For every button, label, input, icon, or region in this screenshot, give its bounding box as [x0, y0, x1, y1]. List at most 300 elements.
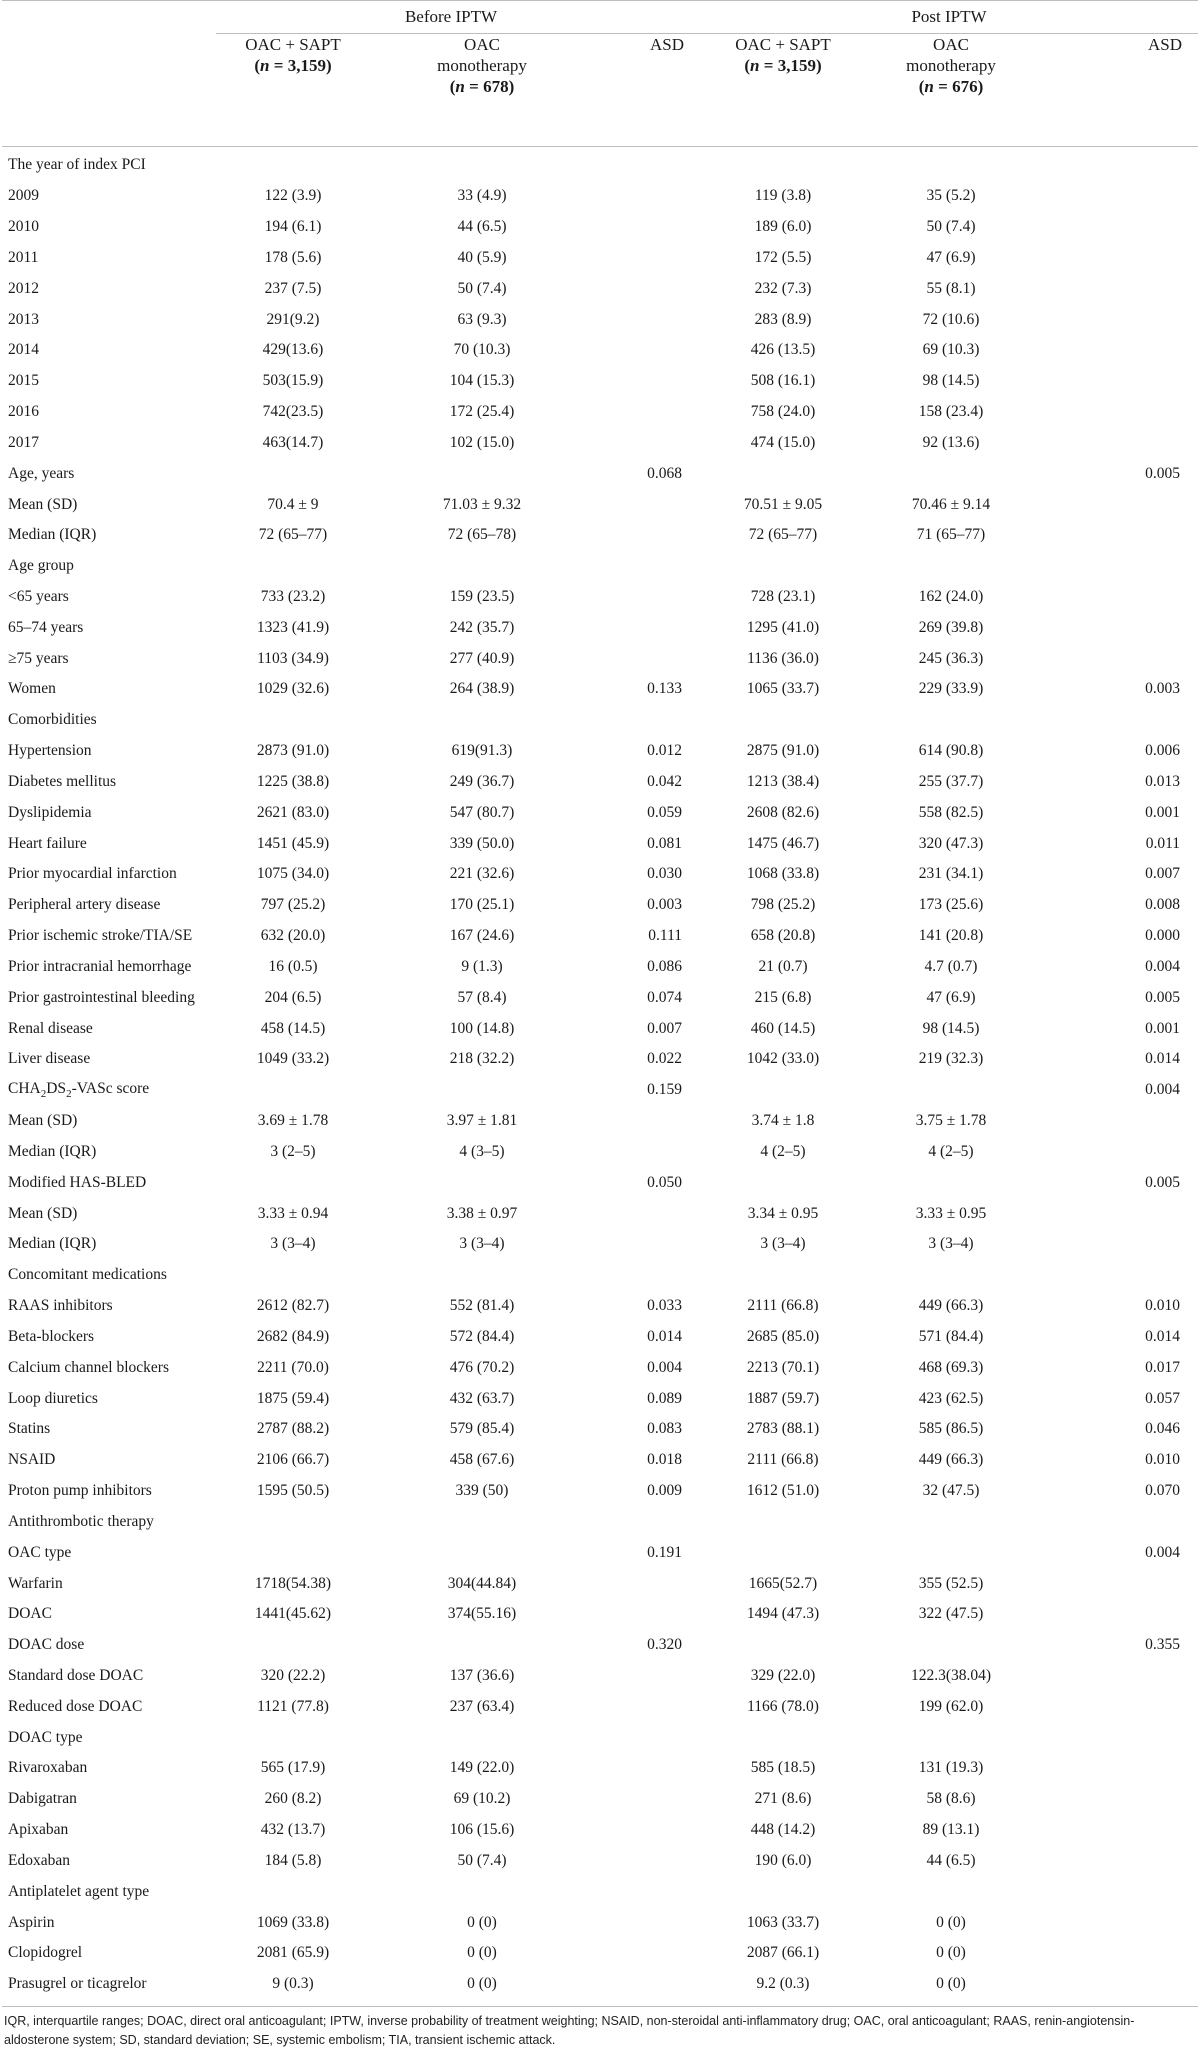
- cell-sapt-post: [700, 1260, 866, 1291]
- cell-asd-post: [1036, 1661, 1198, 1692]
- cell-asd-post: [1036, 1260, 1198, 1291]
- table-row: [2, 489, 1198, 520]
- cell-mono-before: 9 (1.3): [461, 957, 503, 975]
- cell-sapt-post: 119 (3.8): [754, 187, 812, 205]
- cell-sapt-before: [202, 1167, 384, 1198]
- table-row: [2, 1044, 1198, 1075]
- cell-sapt-before: 2621 (83.0): [256, 803, 330, 821]
- cell-asd-before: 0.159: [647, 1081, 682, 1099]
- cell-mono-before: 40 (5.9): [457, 248, 507, 266]
- cell-asd-post: [1036, 489, 1198, 520]
- cell-mono-before: 50 (7.4): [457, 1851, 507, 1869]
- cell-asd-post: 0.004: [1145, 1543, 1180, 1561]
- group-before-label: Before IPTW: [404, 7, 498, 26]
- table-row: [2, 612, 1198, 643]
- cell-mono-before: 579 (85.4): [449, 1420, 515, 1438]
- cell-sapt-post: 1063 (33.7): [746, 1913, 820, 1931]
- row-label: 2014: [8, 341, 39, 359]
- col-header-asd-before: ASD: [649, 35, 684, 54]
- cell-mono-post: [866, 1506, 1036, 1537]
- cell-sapt-before: 503(15.9): [262, 372, 324, 390]
- cell-mono-before: 304(44.84): [447, 1574, 517, 1592]
- cell-sapt-post: [700, 1630, 866, 1661]
- row-label: Median (IQR): [8, 1142, 97, 1160]
- table-row: [2, 1753, 1198, 1784]
- table-row: [2, 582, 1198, 613]
- cell-asd-post: [1036, 1599, 1198, 1630]
- table-row: [2, 890, 1198, 921]
- row-label: Heart failure: [8, 834, 87, 852]
- cell-sapt-before: 260 (8.2): [264, 1790, 322, 1808]
- cell-sapt-before: 1718(54.38): [254, 1574, 332, 1592]
- table-row: [2, 1167, 1198, 1198]
- cell-mono-before: [384, 705, 580, 736]
- cell-mono-before: 458 (67.6): [449, 1451, 515, 1469]
- cell-mono-post: 98 (14.5): [922, 1019, 980, 1037]
- cell-mono-before: 137 (36.6): [449, 1666, 515, 1684]
- cell-sapt-post: 70.51 ± 9.05: [743, 495, 823, 513]
- cell-mono-post: [866, 1722, 1036, 1753]
- cell-mono-before: [384, 1075, 580, 1106]
- cell-mono-before: 4 (3–5): [459, 1142, 505, 1160]
- cell-sapt-post: 3.34 ± 0.95: [747, 1204, 819, 1222]
- cell-mono-post: 468 (69.3): [918, 1358, 984, 1376]
- cell-sapt-post: [700, 1075, 866, 1106]
- row-label: Comorbidities: [8, 711, 97, 729]
- cell-mono-before: 63 (9.3): [457, 310, 507, 328]
- cell-asd-post: 0.005: [1145, 988, 1180, 1006]
- cell-mono-before: 264 (38.9): [449, 680, 515, 698]
- cell-sapt-post: 2685 (85.0): [746, 1327, 820, 1345]
- table-row: [2, 1013, 1198, 1044]
- cell-asd-post: [1036, 366, 1198, 397]
- cell-sapt-before: 565 (17.9): [260, 1759, 326, 1777]
- table-row: [2, 1352, 1198, 1383]
- cell-asd-before: [580, 612, 700, 643]
- cell-asd-before: 0.009: [647, 1482, 682, 1500]
- cell-mono-before: 72 (65–78): [447, 526, 517, 544]
- cell-sapt-post: 1665(52.7): [748, 1574, 818, 1592]
- cell-sapt-post: [700, 1537, 866, 1568]
- cell-sapt-before: 2106 (66.7): [256, 1451, 330, 1469]
- cell-mono-before: [384, 1167, 580, 1198]
- cell-sapt-post: 448 (14.2): [750, 1821, 816, 1839]
- cell-sapt-before: 2873 (91.0): [256, 742, 330, 760]
- cell-mono-post: 92 (13.6): [922, 433, 980, 451]
- table-row: [2, 335, 1198, 366]
- cell-sapt-post: 728 (23.1): [750, 588, 816, 605]
- cell-asd-before: [580, 212, 700, 243]
- cell-asd-post: 0.013: [1145, 772, 1180, 790]
- cell-sapt-post: [700, 1167, 866, 1198]
- cell-sapt-before: 632 (20.0): [260, 927, 326, 945]
- cell-sapt-before: 1595 (50.5): [256, 1482, 330, 1500]
- cell-mono-before: [384, 1260, 580, 1291]
- cell-mono-before: 218 (32.2): [449, 1050, 515, 1068]
- cell-mono-before: 339 (50): [455, 1482, 509, 1500]
- cell-sapt-post: 658 (20.8): [750, 927, 816, 945]
- row-label: Prior intracranial hemorrhage: [8, 957, 192, 975]
- cell-sapt-post: 1475 (46.7): [746, 834, 820, 852]
- cell-asd-before: [580, 520, 700, 551]
- cell-mono-before: 0 (0): [467, 1944, 497, 1962]
- cell-mono-post: 355 (52.5): [918, 1574, 984, 1592]
- cell-sapt-before: 320 (22.2): [260, 1666, 326, 1684]
- cell-sapt-before: 1049 (33.2): [256, 1050, 330, 1068]
- cell-mono-post: 44 (6.5): [926, 1851, 976, 1869]
- cell-mono-post: 0 (0): [936, 1944, 966, 1962]
- baseline-characteristics-table: [2, 0, 1198, 2000]
- cell-mono-before: 100 (14.8): [449, 1019, 515, 1037]
- cell-asd-before: [580, 551, 700, 582]
- row-label: 2017: [8, 433, 39, 451]
- cell-mono-post: 585 (86.5): [918, 1420, 984, 1438]
- cell-mono-post: [866, 705, 1036, 736]
- table-row: [2, 146, 1198, 181]
- cell-asd-before: [580, 1599, 700, 1630]
- cell-sapt-before: [202, 1630, 384, 1661]
- cell-mono-before: 3 (3–4): [459, 1235, 505, 1253]
- table-row: [2, 1722, 1198, 1753]
- cell-sapt-before: 1069 (33.8): [256, 1913, 330, 1931]
- row-label: Aspirin: [8, 1913, 55, 1931]
- cell-sapt-before: 70.4 ± 9: [267, 495, 319, 513]
- row-label: 2009: [8, 187, 39, 205]
- cell-mono-post: 55 (8.1): [926, 279, 976, 297]
- cell-mono-before: [384, 1506, 580, 1537]
- table-row: [2, 705, 1198, 736]
- cell-mono-post: 423 (62.5): [918, 1389, 984, 1407]
- table-row: [2, 1630, 1198, 1661]
- table-row: [2, 1291, 1198, 1322]
- cell-asd-before: 0.042: [647, 772, 682, 790]
- header-rule: [2, 146, 1198, 147]
- cell-asd-before: [580, 1137, 700, 1168]
- cell-asd-post: 0.010: [1145, 1451, 1180, 1469]
- cell-mono-post: 47 (6.9): [926, 988, 976, 1006]
- cell-sapt-post: 172 (5.5): [754, 248, 812, 266]
- table-row: [2, 427, 1198, 458]
- cell-mono-post: 71 (65–77): [916, 526, 986, 544]
- cell-asd-post: [1036, 181, 1198, 212]
- table-row: [2, 1075, 1198, 1106]
- cell-mono-before: 237 (63.4): [449, 1697, 515, 1715]
- cell-asd-post: 0.001: [1145, 803, 1180, 821]
- table-row: [2, 1784, 1198, 1815]
- cell-asd-before: [580, 146, 700, 181]
- cell-mono-post: 0 (0): [936, 1975, 966, 1993]
- table-row: [2, 273, 1198, 304]
- cell-sapt-post: 21 (0.7): [758, 957, 808, 975]
- cell-asd-post: [1036, 212, 1198, 243]
- cell-mono-before: 476 (70.2): [449, 1358, 515, 1376]
- cell-mono-post: 3 (3–4): [928, 1235, 974, 1253]
- cell-mono-before: 249 (36.7): [449, 772, 515, 790]
- cell-mono-post: 58 (8.6): [926, 1790, 976, 1808]
- row-label: 2012: [8, 279, 39, 297]
- cell-asd-before: 0.191: [647, 1543, 682, 1561]
- cell-sapt-post: 1136 (36.0): [747, 649, 819, 667]
- row-label: 2015: [8, 372, 39, 390]
- row-label: ≥75 years: [8, 649, 69, 667]
- row-label: $CHA_2DS_2$-VASc score: [8, 1080, 150, 1101]
- table-row: [2, 1815, 1198, 1846]
- cell-asd-post: [1036, 520, 1198, 551]
- cell-sapt-before: 2787 (88.2): [256, 1420, 330, 1438]
- cell-asd-before: 0.007: [647, 1019, 682, 1037]
- cell-mono-post: 47 (6.9): [926, 248, 976, 266]
- cell-asd-before: [580, 1846, 700, 1877]
- table-row: [2, 1476, 1198, 1507]
- cell-mono-post: 98 (14.5): [922, 372, 980, 390]
- table-row: [2, 1383, 1198, 1414]
- cell-mono-post: 449 (66.3): [918, 1297, 984, 1315]
- cell-mono-before: 70 (10.3): [453, 341, 511, 359]
- cell-mono-post: 231 (34.1): [918, 865, 984, 883]
- cell-asd-post: [1036, 1938, 1198, 1969]
- cell-mono-before: 167 (24.6): [449, 927, 515, 945]
- cell-asd-before: [580, 335, 700, 366]
- cell-sapt-post: [700, 1876, 866, 1907]
- table-row: [2, 304, 1198, 335]
- cell-mono-post: 449 (66.3): [918, 1451, 984, 1469]
- table-row: [2, 952, 1198, 983]
- table-row: [2, 767, 1198, 798]
- table-row: [2, 1568, 1198, 1599]
- cell-asd-post: 0.006: [1145, 742, 1180, 760]
- cell-mono-before: 619(91.3): [451, 742, 513, 760]
- cell-mono-before: 547 (80.7): [449, 803, 515, 821]
- cell-mono-before: 374(55.16): [447, 1605, 517, 1623]
- cell-sapt-before: 3.69 ± 1.78: [257, 1112, 329, 1130]
- cell-sapt-before: 72 (65–77): [258, 526, 328, 544]
- cell-sapt-before: 9 (0.3): [272, 1975, 314, 1993]
- cell-mono-before: 3.97 ± 1.81: [446, 1112, 518, 1130]
- col-header-mono-post: OAC monotherapy (n = 676): [906, 35, 996, 96]
- cell-asd-before: 0.018: [647, 1451, 682, 1469]
- cell-sapt-post: 2783 (88.1): [746, 1420, 820, 1438]
- cell-mono-before: 0 (0): [467, 1913, 497, 1931]
- cell-asd-post: 0.007: [1145, 865, 1180, 883]
- cell-sapt-post: 1068 (33.8): [746, 865, 820, 883]
- row-label: Liver disease: [8, 1050, 91, 1068]
- cell-sapt-before: 2211 (70.0): [257, 1358, 329, 1376]
- cell-asd-post: 0.014: [1145, 1327, 1180, 1345]
- cell-mono-before: [384, 1537, 580, 1568]
- cell-mono-post: 199 (62.0): [918, 1697, 984, 1715]
- cell-asd-post: [1036, 335, 1198, 366]
- cell-mono-post: 158 (23.4): [918, 403, 984, 421]
- cell-asd-before: [580, 366, 700, 397]
- cell-asd-before: [580, 273, 700, 304]
- table-row: [2, 828, 1198, 859]
- cell-asd-before: 0.320: [647, 1636, 682, 1654]
- cell-asd-post: 0.010: [1145, 1297, 1180, 1315]
- table-row: [2, 1537, 1198, 1568]
- cell-asd-post: [1036, 1876, 1198, 1907]
- cell-mono-post: 3.33 ± 0.95: [915, 1204, 987, 1222]
- row-label: Hypertension: [8, 742, 92, 760]
- cell-asd-post: [1036, 612, 1198, 643]
- cell-sapt-before: 1323 (41.9): [256, 618, 330, 636]
- cell-sapt-before: 16 (0.5): [268, 957, 318, 975]
- cell-mono-before: [384, 551, 580, 582]
- cell-asd-post: 0.008: [1145, 896, 1180, 914]
- cell-mono-post: 255 (37.7): [918, 772, 984, 790]
- row-label: 2010: [8, 218, 39, 236]
- row-label: Standard dose DOAC: [8, 1666, 144, 1684]
- cell-sapt-before: 122 (3.9): [264, 187, 322, 205]
- cell-sapt-post: [700, 458, 866, 489]
- row-label: Mean (SD): [8, 495, 78, 513]
- cell-mono-post: 122.3(38.04): [910, 1666, 992, 1684]
- cell-mono-post: [866, 1167, 1036, 1198]
- cell-asd-before: 0.022: [647, 1050, 682, 1068]
- row-label: Warfarin: [8, 1574, 63, 1592]
- cell-mono-before: 44 (6.5): [457, 218, 507, 236]
- table-row: [2, 1414, 1198, 1445]
- cell-sapt-post: 3.74 ± 1.8: [751, 1112, 815, 1130]
- cell-sapt-post: 2087 (66.1): [746, 1944, 820, 1962]
- cell-sapt-post: 72 (65–77): [748, 526, 818, 544]
- cell-mono-before: 104 (15.3): [449, 372, 515, 390]
- cell-sapt-post: 2111 (66.8): [747, 1451, 819, 1469]
- cell-sapt-post: 4 (2–5): [760, 1142, 806, 1160]
- cell-sapt-post: 2111 (66.8): [747, 1297, 819, 1315]
- cell-sapt-post: 508 (16.1): [750, 372, 816, 390]
- row-label: Prior ischemic stroke/TIA/SE: [8, 927, 193, 945]
- cell-sapt-before: 194 (6.1): [264, 218, 322, 236]
- cell-asd-post: [1036, 1568, 1198, 1599]
- cell-asd-post: [1036, 582, 1198, 613]
- row-label: Prior myocardial infarction: [8, 865, 177, 883]
- cell-asd-post: [1036, 427, 1198, 458]
- cell-asd-before: [580, 181, 700, 212]
- cell-sapt-before: 458 (14.5): [260, 1019, 326, 1037]
- cell-asd-before: 0.086: [647, 957, 682, 975]
- cell-sapt-before: [202, 705, 384, 736]
- row-label: Modified HAS-BLED: [8, 1173, 147, 1191]
- cell-asd-before: [580, 1907, 700, 1938]
- cell-asd-before: [580, 1691, 700, 1722]
- row-label: Loop diuretics: [8, 1389, 98, 1407]
- table-row: [2, 1198, 1198, 1229]
- cell-mono-post: 0 (0): [936, 1913, 966, 1931]
- cell-sapt-before: 1875 (59.4): [256, 1389, 330, 1407]
- table-row: [2, 1846, 1198, 1877]
- row-label: DOAC: [8, 1605, 52, 1623]
- cell-sapt-before: 1441(45.62): [254, 1605, 332, 1623]
- row-label: Age group: [8, 557, 74, 575]
- cell-asd-post: [1036, 1722, 1198, 1753]
- cell-asd-post: 0.355: [1145, 1636, 1180, 1654]
- cell-sapt-post: 1887 (59.7): [746, 1389, 820, 1407]
- cell-asd-before: 0.012: [647, 742, 682, 760]
- cell-asd-before: [580, 1722, 700, 1753]
- cell-sapt-post: 1042 (33.0): [746, 1050, 820, 1068]
- row-label: Calcium channel blockers: [8, 1358, 169, 1376]
- table-row: [2, 921, 1198, 952]
- cell-asd-before: 0.111: [648, 927, 682, 945]
- row-label: DOAC dose: [8, 1636, 85, 1654]
- row-label: Clopidogrel: [8, 1944, 83, 1962]
- cell-sapt-post: 2213 (70.1): [746, 1358, 820, 1376]
- cell-sapt-before: 733 (23.2): [260, 588, 326, 605]
- cell-mono-before: 149 (22.0): [449, 1759, 515, 1777]
- cell-sapt-before: 237 (7.5): [264, 279, 322, 297]
- cell-mono-before: 172 (25.4): [449, 403, 515, 421]
- cell-asd-before: 0.074: [647, 988, 682, 1006]
- row-label: NSAID: [8, 1451, 56, 1469]
- cell-asd-post: 0.046: [1145, 1420, 1180, 1438]
- table-row: [2, 859, 1198, 890]
- cell-sapt-before: 1075 (34.0): [256, 865, 330, 883]
- table-footnote: IQR, interquartile ranges; DOAC, direct oral anticoagulant; IPTW, inverse probability of treatment weighting; NSAID, non-steroidal anti-inflammatory drug; OAC, oral anticoagulant; RAAS, renin-angiotensin-aldosterone system; SD, standard deviation; SE, systemic embolism; TIA, transient ischemic attack.: [4, 2014, 1135, 2047]
- cell-asd-post: 0.017: [1145, 1358, 1180, 1376]
- cell-asd-post: [1036, 643, 1198, 674]
- cell-sapt-before: 2682 (84.9): [256, 1327, 330, 1345]
- cell-asd-before: [580, 1661, 700, 1692]
- cell-sapt-post: [700, 1506, 866, 1537]
- cell-asd-post: [1036, 1784, 1198, 1815]
- cell-mono-post: 320 (47.3): [918, 834, 984, 852]
- row-label: Reduced dose DOAC: [8, 1697, 143, 1715]
- cell-asd-before: 0.030: [647, 865, 682, 883]
- cell-asd-post: [1036, 705, 1198, 736]
- cell-sapt-post: [700, 551, 866, 582]
- cell-sapt-post: 1065 (33.7): [746, 680, 820, 698]
- cell-asd-before: [580, 1938, 700, 1969]
- cell-asd-before: 0.068: [647, 464, 682, 482]
- cell-sapt-before: 2612 (82.7): [256, 1297, 330, 1315]
- cell-asd-before: 0.004: [647, 1358, 682, 1376]
- cell-asd-post: 0.004: [1145, 1081, 1180, 1099]
- cell-asd-before: 0.083: [647, 1420, 682, 1438]
- cell-mono-before: 170 (25.1): [449, 896, 515, 914]
- cell-sapt-before: 291(9.2): [266, 310, 320, 328]
- row-label: Mean (SD): [8, 1204, 78, 1222]
- cell-mono-before: 106 (15.6): [449, 1821, 515, 1839]
- cell-asd-post: [1036, 1815, 1198, 1846]
- cell-sapt-before: 3 (3–4): [270, 1235, 316, 1253]
- table-row: [2, 181, 1198, 212]
- cell-sapt-before: [202, 551, 384, 582]
- cell-asd-post: [1036, 551, 1198, 582]
- cell-mono-before: 221 (32.6): [449, 865, 515, 883]
- row-label: Prasugrel or ticagrelor: [8, 1975, 147, 1993]
- cell-asd-before: [580, 427, 700, 458]
- cell-mono-post: 72 (10.6): [922, 310, 980, 328]
- cell-mono-post: 4.7 (0.7): [924, 957, 978, 975]
- cell-sapt-post: [700, 1722, 866, 1753]
- cell-sapt-post: 758 (24.0): [750, 403, 816, 421]
- cell-sapt-post: [700, 146, 866, 181]
- cell-asd-post: [1036, 397, 1198, 428]
- cell-sapt-post: 426 (13.5): [750, 341, 816, 359]
- cell-sapt-post: 283 (8.9): [754, 310, 812, 328]
- cell-sapt-before: 1225 (38.8): [256, 772, 330, 790]
- cell-asd-post: 0.003: [1145, 680, 1180, 698]
- table-row: [2, 1661, 1198, 1692]
- cell-asd-before: 0.033: [647, 1297, 682, 1315]
- bottom-rule: [2, 2006, 1198, 2007]
- cell-sapt-post: 798 (25.2): [750, 896, 816, 914]
- table-row: [2, 458, 1198, 489]
- row-label: Concomitant medications: [8, 1266, 167, 1284]
- cell-asd-before: [580, 1229, 700, 1260]
- cell-asd-post: [1036, 1229, 1198, 1260]
- row-label: The year of index PCI: [8, 156, 146, 174]
